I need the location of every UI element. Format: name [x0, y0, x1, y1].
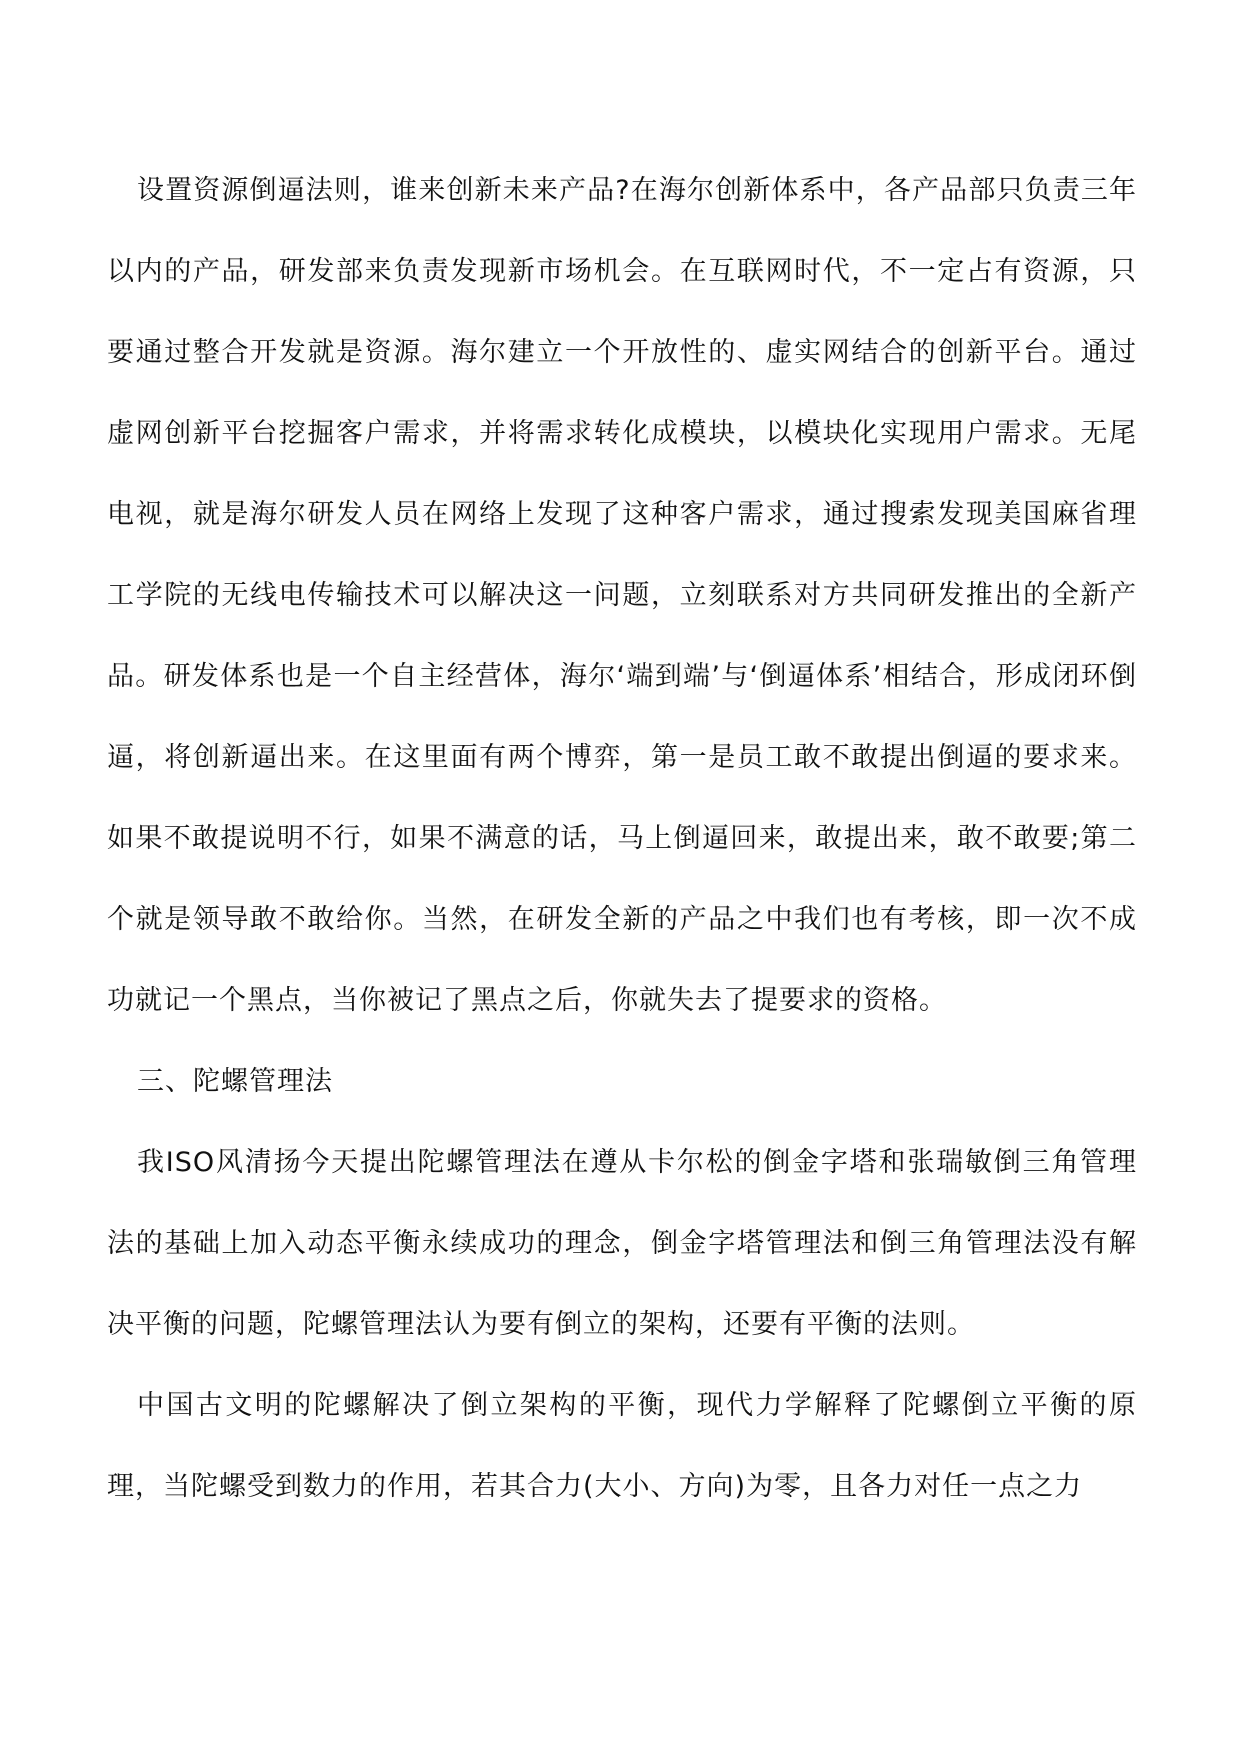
paragraph-resource-reverse-pressure: 设置资源倒逼法则，谁来创新未来产品?在海尔创新体系中，各产品部只负责三年以内的产品，研发部来负责发现新市场机会。在互联网时代，不一定占有资源，只要通过整合开发就是资源。海尔建立一个开放性的、虚实网结合的创新平台。通过虚网创新平台挖掘客户需求，并将需求转化成模块，以模块化实现用户需求。无尾电视，就是海尔研发人员在网络上发现了这种客户需求，通过搜索发现美国麻省理工学院的无线电传输技术可以解决这一问题，立刻联系对方共同研发推出的全新产品。研发体系也是一个自主经营体，海尔‘端到端’与‘倒逼体系’相结合，形成闭环倒逼，将创新逼出来。在这里面有两个博弈，第一是员工敢不敢提出倒逼的要求来。如果不敢提说明不行，如果不满意的话，马上倒逼回来，敢提出来，敢不敢要;第二个就是领导敢不敢给你。当然，在研发全新的产品之中我们也有考核，即一次不成功就记一个黑点，当你被记了黑点之后，你就失去了提要求的资格。	[107, 175, 1137, 1016]
paragraph-gyroscope-method-intro: 我ISO风清扬今天提出陀螺管理法在遵从卡尔松的倒金字塔和张瑞敏倒三角管理法的基础上加入动态平衡永续成功的理念，倒金字塔管理法和倒三角管理法没有解决平衡的问题，陀螺管理法认为要有倒立的架构，还要有平衡的法则。	[107, 1147, 1137, 1340]
document-body	[107, 150, 1137, 1527]
paragraph-gyroscope-balance-principle: 中国古文明的陀螺解决了倒立架构的平衡，现代力学解释了陀螺倒立平衡的原理，当陀螺受到数力的作用，若其合力(大小、方向)为零，且各力对任一点之力	[107, 1390, 1137, 1502]
section-heading-gyroscope-management: 三、陀螺管理法	[137, 1066, 333, 1097]
